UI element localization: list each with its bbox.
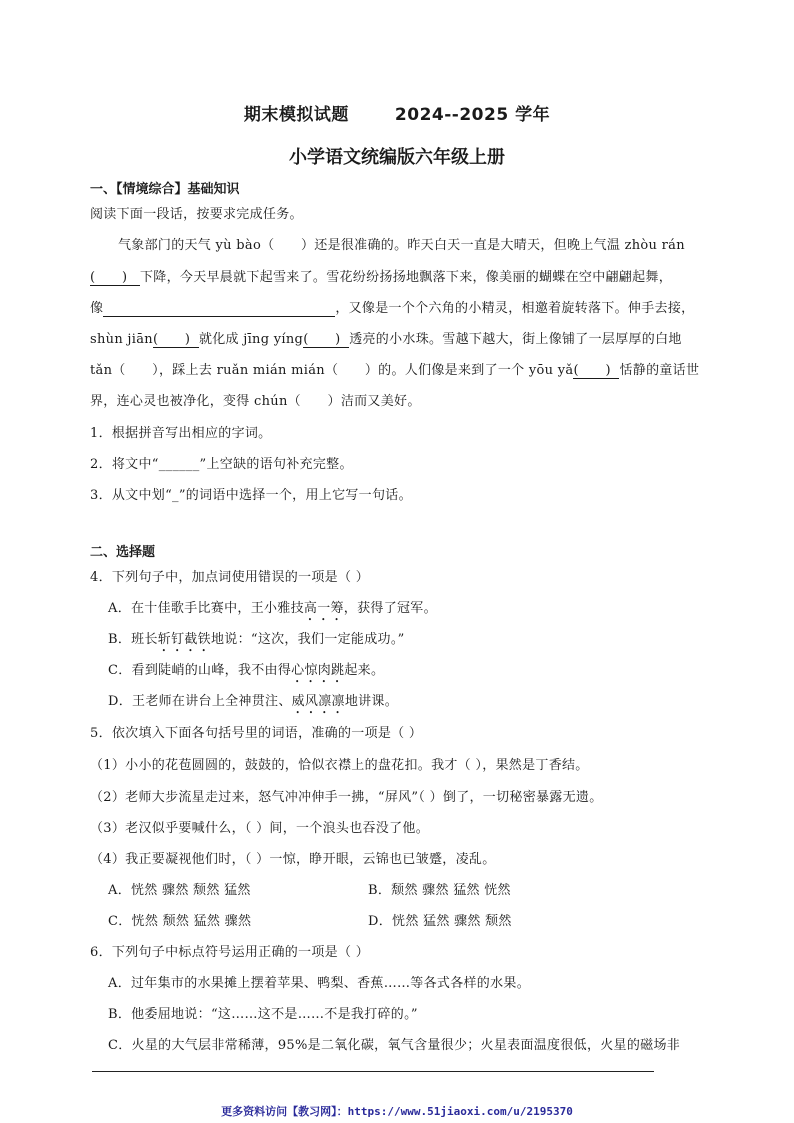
passage-line-3: 像 ，又像是一个个六角的小精灵，相邀着旋转落下。伸手去接， bbox=[90, 301, 695, 316]
q4-option-a[interactable]: A．在十佳歌手比赛中，王小雅技高一筹，获得了冠军。 bbox=[108, 601, 437, 616]
q6-option-c[interactable]: C．火星的大气层非常稀薄，95%是二氧化碳，氧气含量很少；火星表面温度很低，火星的磁场非 bbox=[108, 1038, 681, 1053]
section1-instruction: 阅读下面一段话，按要求完成任务。 bbox=[90, 207, 303, 222]
answer-blank[interactable]: ( ) bbox=[90, 266, 140, 286]
passage-line-6: 界，连心灵也被净化，变得 chún（ ）洁而又美好。 bbox=[90, 394, 421, 409]
section1-heading: 一、【情境综合】基础知识 bbox=[90, 182, 240, 197]
q4-option-d[interactable]: D．王老师在讲台上全神贯注、威风凛凛地讲课。 bbox=[108, 694, 399, 709]
footer-link[interactable]: 更多资料访问【教习网】：https://www.51jiaoxi.com/u/2195370 bbox=[221, 1105, 573, 1118]
page-title bbox=[0, 100, 794, 125]
q4-option-c[interactable]: C．看到陡峭的山峰，我不由得心惊肉跳起来。 bbox=[108, 663, 385, 678]
footer-divider bbox=[92, 1071, 654, 1072]
q5-sentence-3: （3）老汉似乎要喊什么，（ ）间，一个浪头也吞没了他。 bbox=[90, 821, 430, 836]
title-school-year: 2024--2025 学年 bbox=[394, 105, 551, 125]
passage-line-4: shùn jiān( ) 就化成 jīng yíng( ) 透亮的小水珠。雪越下越大，街上像铺了一层厚厚的白地 bbox=[90, 328, 710, 348]
q5-sentence-2: （2）老师大步流星走过来，怒气冲冲伸手一拂，“屏风”（ ）倒了，一切秘密暴露无遗。 bbox=[90, 790, 603, 805]
q5-option-d[interactable]: D．恍然 猛然 骤然 颓然 bbox=[368, 914, 512, 929]
q5-sentence-1: （1）小小的花苞圆圆的，鼓鼓的，恰似衣襟上的盘花扣。我才（ ），果然是丁香结。 bbox=[90, 758, 589, 773]
q4-option-b[interactable]: B．班长斩钉截铁地说：“这次，我们一定能成功。” bbox=[108, 632, 405, 647]
q4-stem: 4．下列句子中，加点词使用错误的一项是（ ） bbox=[90, 570, 370, 585]
answer-blank[interactable]: ( ) bbox=[153, 328, 199, 348]
q6-option-b[interactable]: B．他委屈地说：“这……这不是……不是我打碎的。” bbox=[108, 1007, 418, 1022]
q5-sentence-4: （4）我正要凝视他们时，（ ）一惊，睁开眼，云锦也已皱蹙，凌乱。 bbox=[90, 852, 496, 867]
passage-line-2: ( ) 下降，今天早晨就下起雪来了。雪花纷纷扬扬地飘落下来，像美丽的蝴蝶在空中翩翩起舞， bbox=[90, 266, 710, 286]
q5-option-b[interactable]: B．颓然 骤然 猛然 恍然 bbox=[368, 883, 511, 898]
task-2: 2．将文中“______”上空缺的语句补充完整。 bbox=[90, 457, 353, 472]
page-subtitle: 小学语文统编版六年级上册 bbox=[289, 147, 505, 168]
q6-option-a[interactable]: A．过年集市的水果摊上摆着苹果、鸭梨、香蕉……等各式各样的水果。 bbox=[108, 976, 530, 991]
section2-heading: 二、选择题 bbox=[90, 545, 156, 560]
sentence-fill-blank[interactable] bbox=[103, 301, 335, 317]
task-1: 1．根据拼音写出相应的字词。 bbox=[90, 426, 272, 441]
answer-blank[interactable]: ( ) bbox=[573, 359, 619, 379]
answer-blank[interactable]: ( ) bbox=[303, 328, 349, 348]
q5-option-c[interactable]: C．恍然 颓然 猛然 骤然 bbox=[108, 914, 252, 929]
q5-option-a[interactable]: A．恍然 骤然 颓然 猛然 bbox=[108, 883, 251, 898]
passage-line-1: 气象部门的天气 yù bào（ ）还是很准确的。昨天白天一直是大晴天，但晚上气温 zhòu rán bbox=[118, 238, 685, 253]
q6-stem: 6．下列句子中标点符号运用正确的一项是（ ） bbox=[90, 945, 370, 960]
passage-line-5: tǎn（ ），踩上去 ruǎn mián mián（ ）的。人们像是来到了一个 yōu yǎ( ) 恬静的童话世 bbox=[90, 359, 710, 379]
title-exam-name: 期末模拟试题 bbox=[243, 105, 349, 125]
task-3: 3．从文中划“_”的词语中选择一个，用上它写一句话。 bbox=[90, 488, 412, 503]
q5-stem: 5．依次填入下面各句括号里的词语，准确的一项是（ ） bbox=[90, 726, 423, 741]
